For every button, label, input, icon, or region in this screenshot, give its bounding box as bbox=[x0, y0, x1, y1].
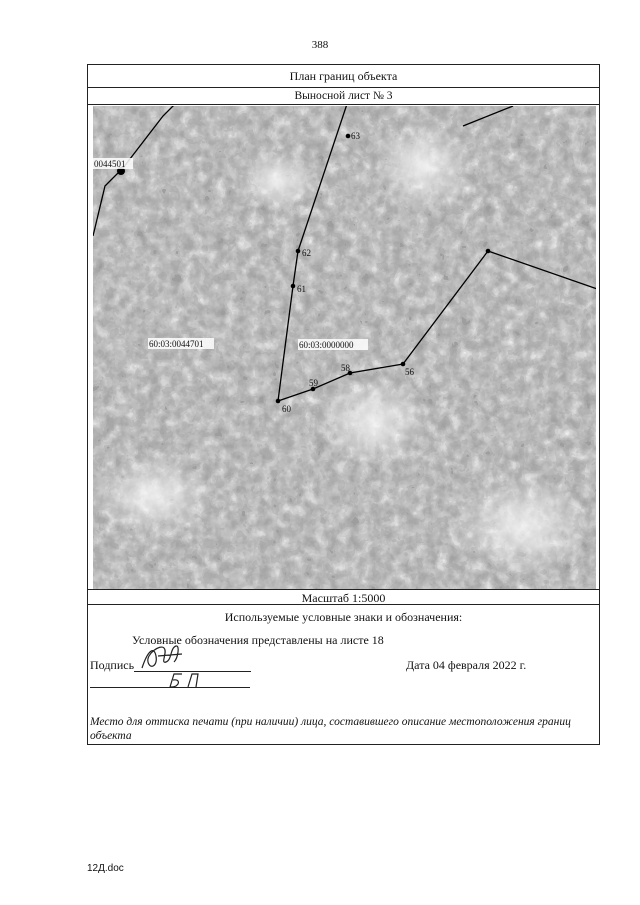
point-label: 60 bbox=[282, 404, 291, 414]
point-marker bbox=[291, 284, 296, 289]
scale-label: Масштаб 1:5000 bbox=[88, 589, 599, 605]
point-label: 58 bbox=[341, 363, 350, 373]
clearing bbox=[93, 456, 213, 536]
point-label: 56 bbox=[405, 367, 414, 377]
point-marker bbox=[486, 249, 491, 254]
initials-mark bbox=[166, 671, 202, 689]
sheet-title: Выносной лист № 3 bbox=[88, 88, 599, 105]
clearing bbox=[373, 121, 473, 211]
stamp-note: Место для оттиска печати (при наличии) лица, составившего описание местоположения границ объекта bbox=[90, 716, 571, 742]
signature-date: Дата 04 февраля 2022 г. bbox=[406, 658, 527, 672]
legend-heading: Используемые условные знаки и обозначения: bbox=[224, 610, 463, 624]
parcel-label: 60:03:0044701 bbox=[149, 339, 204, 349]
point-label: 62 bbox=[302, 248, 311, 258]
point-label: 59 bbox=[309, 378, 318, 388]
clearing bbox=[318, 376, 428, 466]
point-marker bbox=[296, 249, 301, 254]
clearing bbox=[238, 151, 318, 211]
plan-title: План границ объекта bbox=[88, 65, 599, 88]
map-image bbox=[93, 106, 596, 590]
boundary-plan-frame bbox=[87, 64, 600, 745]
point-marker bbox=[276, 399, 281, 404]
clearing bbox=[453, 476, 593, 576]
signature-label: Подпись bbox=[90, 658, 135, 672]
footer-filename: 12Д.doc bbox=[87, 863, 124, 874]
page-number: 388 bbox=[311, 39, 329, 51]
point-label: 63 bbox=[351, 131, 360, 141]
signature-mark bbox=[140, 642, 186, 672]
point-marker bbox=[401, 362, 406, 367]
point-label: 61 bbox=[297, 284, 306, 294]
legend-text: Условные обозначения представлены на листе 18 bbox=[132, 633, 384, 647]
parcel-label: 0044501 bbox=[94, 159, 126, 169]
parcel-label: 60:03:0000000 bbox=[299, 340, 354, 350]
point-marker bbox=[346, 134, 351, 139]
